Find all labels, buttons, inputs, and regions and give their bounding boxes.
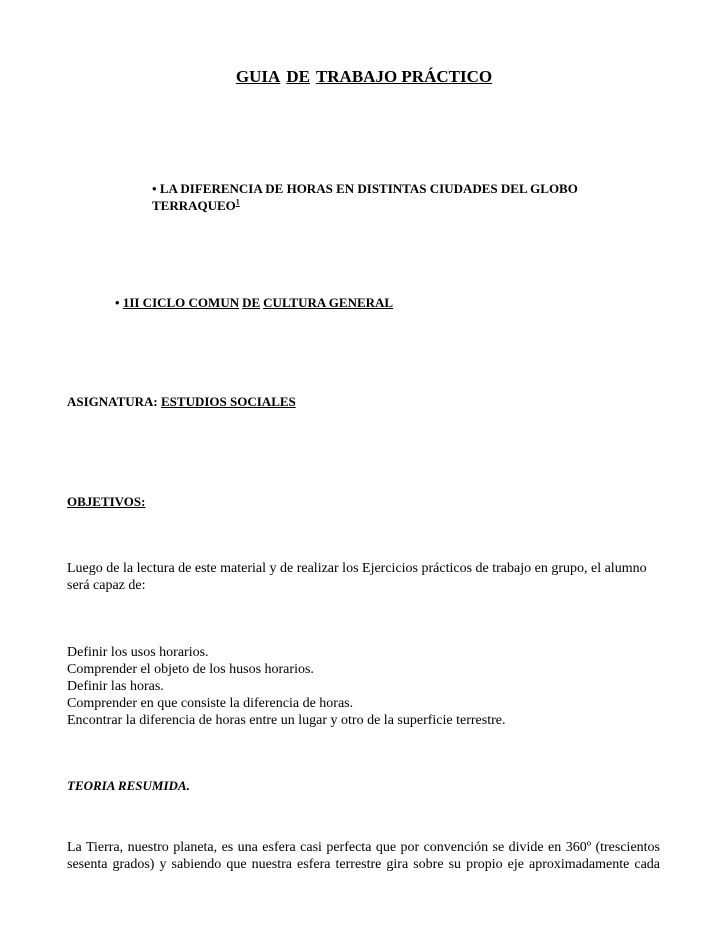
title-word-trabajo: TRABAJO PRÁCTICO (315, 67, 493, 86)
title-word-guia: GUIA (235, 67, 281, 86)
objectives-heading: OBJETIVOS: (67, 494, 146, 509)
course-name-part2: DE (242, 295, 261, 310)
course-name-part1: 1II CICLO COMUN (122, 295, 240, 310)
theory-line-2: sesenta grados) y sabiendo que nuestra esfera terrestre gira sobre su propio eje aproximadamente cada (67, 857, 660, 872)
objective-item: Encontrar la diferencia de horas entre un lugar y otro de la superficie terrestre. (67, 713, 506, 728)
objective-item: Comprender el objeto de los husos horarios. (67, 662, 314, 677)
subject-line (67, 393, 296, 410)
page-title (0, 68, 728, 85)
bullet-glyph: • (115, 295, 120, 310)
subject-value: ESTUDIOS SOCIALES (161, 394, 296, 409)
theory-heading: TEORIA RESUMIDA. (67, 778, 190, 793)
topic-text: LA DIFERENCIA DE HORAS EN DISTINTAS CIUDADES DEL GLOBO TERRAQUEO (152, 181, 578, 213)
bullet-glyph: • (152, 181, 157, 196)
objective-item: Definir las horas. (67, 679, 164, 694)
objective-item: Comprender en que consiste la diferencia de horas. (67, 696, 354, 711)
objectives-list (67, 644, 660, 729)
course-bullet-item (115, 294, 396, 311)
footnote-link[interactable]: 1 (235, 197, 240, 207)
topic-bullet-item (152, 180, 652, 214)
objectives-intro: Luego de la lectura de este material y de realizar los Ejercicios prácticos de trabajo en grupo, el alumno será capaz de: (67, 561, 647, 593)
theory-paragraph (67, 839, 660, 873)
title-word-de: DE (286, 67, 310, 86)
course-name-part3: CULTURA GENERAL (263, 295, 394, 310)
subject-label: ASIGNATURA: (67, 394, 158, 409)
theory-line-1: La Tierra, nuestro planeta, es una esfera casi perfecta que por convención se divide en 360º (trescientos (67, 840, 660, 855)
objective-item: Definir los usos horarios. (67, 645, 209, 660)
